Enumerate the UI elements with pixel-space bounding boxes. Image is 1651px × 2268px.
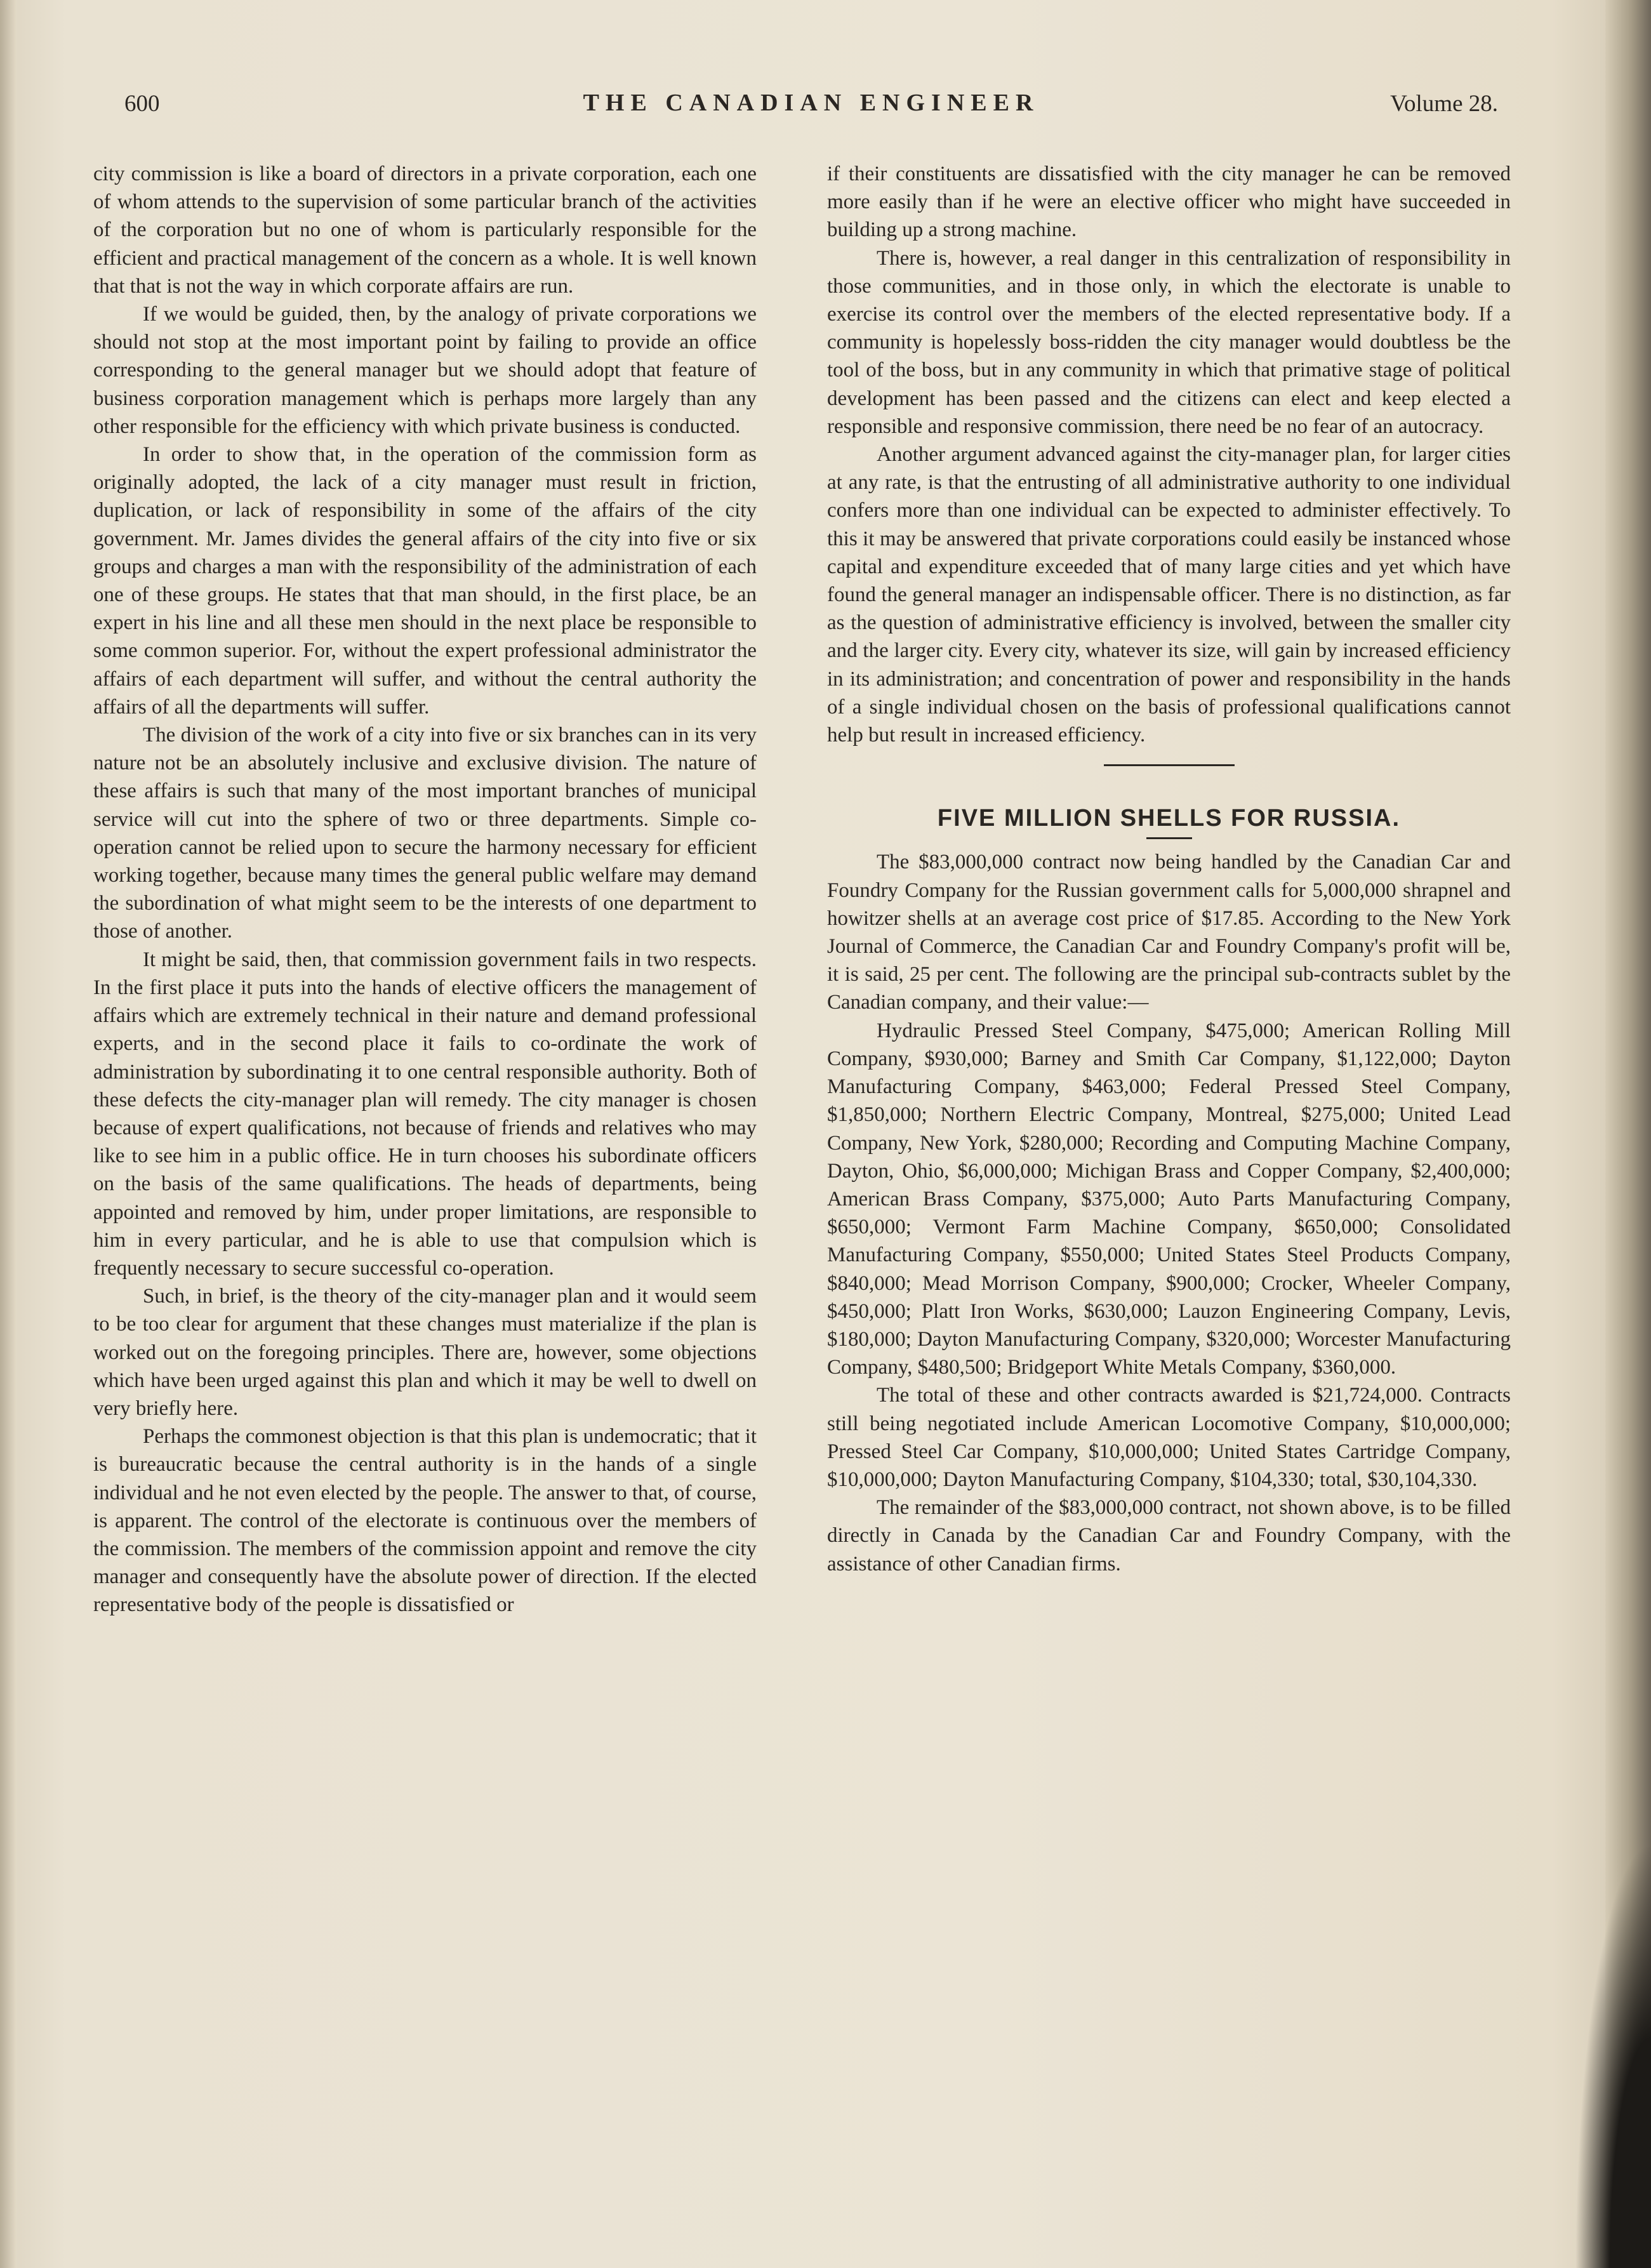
- article-title: FIVE MILLION SHELLS FOR RUSSIA.: [937, 805, 1401, 832]
- running-header: [124, 86, 1498, 124]
- journal-title: THE CANADIAN ENGINEER: [583, 90, 1040, 116]
- paragraph: The total of these and other contracts awarded is $21,724,000. Contracts still being negotiated include American Locomotive Company, $10,000,000; Pressed Steel Car Company, $10,000,000; United States Cartridge Company, $10,000,000; Dayton Manufacturing Company, $104,330; total, $30,104,330.: [827, 1384, 1511, 1491]
- article-five-million-shells: [827, 804, 1511, 1577]
- paragraph: city commission is like a board of directors in a private corporation, each one of whom attends to the supervision of some particular branch of the activities of the corporation but no one of whom is particularly responsible for the efficient and practical management of the concern as a whole. It is well known that that is not the way in which corporate affairs are run.: [93, 162, 757, 298]
- paragraph: In order to show that, in the operation of the commission form as originally adopted, the lack of a city manager must result in friction, duplication, or lack of responsibility in some of the affairs of the city government. Mr. James divides the general affairs of the city into five or six groups and charges a man with the responsibility of the administration of each one of these groups. He states that that man should, in the first place, be an expert in his line and all these men should in the next place be responsible to some common superior. For, without the expert professional administrator the affairs of each department will suffer, and without the central authority the affairs of all the departments will suffer.: [93, 443, 757, 719]
- paragraph: There is, however, a real danger in this centralization of responsibility in those communities, and in those only, in which the electorate is unable to exercise its control over the members of the elected representative body. If a community is hopelessly boss-ridden the city manager would doubtless be the tool of the boss, but in any community in which that primative stage of political development has been passed and the citizens can elect and keep elected a responsible and responsive commission, there need be no fear of an autocracy.: [827, 246, 1511, 438]
- paragraph: The division of the work of a city into five or six branches can in its very nature not be an absolutely inclusive and exclusive division. The nature of these affairs is such that many of the most important branches of municipal service will cut into the sphere of two or three departments. Simple co-operation cannot be relied upon to secure the harmony necessary for efficient working together, because many times the general public welfare may demand the subordination of what might seem to be the interests of one department to those of another.: [93, 724, 757, 943]
- paragraph: If we would be guided, then, by the analogy of private corporations we should not stop at the most important point by failing to provide an office corresponding to the general manager but we should adopt that feature of business corporation management which is perhaps more largely than any other responsible for the efficiency with which private business is conducted.: [93, 303, 757, 438]
- volume-label: Volume 28.: [1390, 91, 1498, 117]
- paragraph: Such, in brief, is the theory of the city-manager plan and it would seem to be too clear for argument that these changes must materialize if the plan is worked out on the foregoing principles. There are, however, some objections which have been urged against this plan and which it may be well to dwell on very briefly here.: [93, 1285, 757, 1420]
- paragraph: The remainder of the $83,000,000 contract, not shown above, is to be filled directly in Canada by the Canadian Car and Foundry Company, with the assistance of other Canadian firms.: [827, 1496, 1511, 1575]
- paragraph: Another argument advanced against the city-manager plan, for larger cities at any rate, is that the entrusting of all administrative authority to one individual confers more than one individual can be expected to administer effectively. To this it may be answered that private corporations could easily be instanced whose capital and expenditure exceeded that of many large cities and yet which have found the general manager an indispensable officer. There is no distinction, as far as the question of administrative efficiency is involved, between the smaller city and the larger city. Every city, whatever its size, will gain by increased efficiency in its administration; and concentration of power and responsibility in the hands of a single individual chosen on the basis of professional qualifications cannot help but result in increased efficiency.: [827, 443, 1511, 747]
- section-divider: [1104, 764, 1235, 766]
- page-left-edge: [0, 0, 17, 2268]
- paragraph: It might be said, then, that commission government fails in two respects. In the first place it puts into the hands of elective officers the management of affairs which are extremely technical in their nature and demand professional experts, and in the second place it fails to co-ordinate the work of administration by subordinating it to one central responsible authority. Both of these defects the city-manager plan will remedy. The city manager is chosen because of expert qualifications, not because of friends and relatives who may like to see him in a public office. He in turn chooses his subordinate officers on the basis of the same qualifications. The heads of departments, being appointed and removed by him, under proper limitations, are responsible to him in every particular, and he is able to use that compulsion which is frequently necessary to secure successful co-operation.: [93, 948, 757, 1280]
- paragraph: if their constituents are dissatisfied with the city manager he can be removed more easily than if he were an elective officer who might have succeeded in building up a strong machine.: [827, 162, 1511, 242]
- page-number: 600: [124, 91, 160, 117]
- left-column: [93, 160, 757, 1619]
- paragraph: Perhaps the commonest objection is that this plan is undemocratic; that it is bureaucratic because the central authority is in the hands of a single individual and he not even elected by the people. The answer to that, of course, is apparent. The control of the electorate is continuous over the members of the commission. The members of the commission appoint and remove the city manager and consequently have the absolute power of direction. If the elected representative body of the people is dissatisfied or: [93, 1425, 757, 1617]
- paragraph: The $83,000,000 contract now being handled by the Canadian Car and Foundry Company for the Russian government calls for 5,000,000 shrapnel and howitzer shells at an average cost price of $17.85. According to the New York Journal of Commerce, the Canadian Car and Foundry Company's profit will be, it is said, 25 per cent. The following are the principal sub-contracts sublet by the Canadian company, and their value:—: [827, 851, 1511, 1014]
- right-column: [827, 160, 1511, 1578]
- paragraph: Hydraulic Pressed Steel Company, $475,000; American Rolling Mill Company, $930,000; Barney and Smith Car Company, $1,122,000; Dayton Manufacturing Company, $463,000; Federal Pressed Steel Company, $1,850,000; Northern Electric Company, Montreal, $275,000; United Lead Company, New York, $280,000; Recording and Computing Machine Company, Dayton, Ohio, $6,000,000; Michigan Brass and Copper Company, $2,400,000; American Brass Company, $375,000; Auto Parts Manufacturing Company, $650,000; Vermont Farm Machine Company, $650,000; Consolidated Manufacturing Company, $550,000; United States Steel Products Company, $840,000; Mead Morrison Company, $900,000; Crocker, Wheeler Company, $450,000; Platt Iron Works, $630,000; Lauzon Engineering Company, Levis, $180,000; Dayton Manufacturing Company, $320,000; Worcester Manufacturing Company, $480,500; Bridgeport White Metals Company, $360,000.: [827, 1019, 1511, 1379]
- title-rule: [1146, 837, 1192, 839]
- binding-shadow: [1575, 1841, 1651, 2268]
